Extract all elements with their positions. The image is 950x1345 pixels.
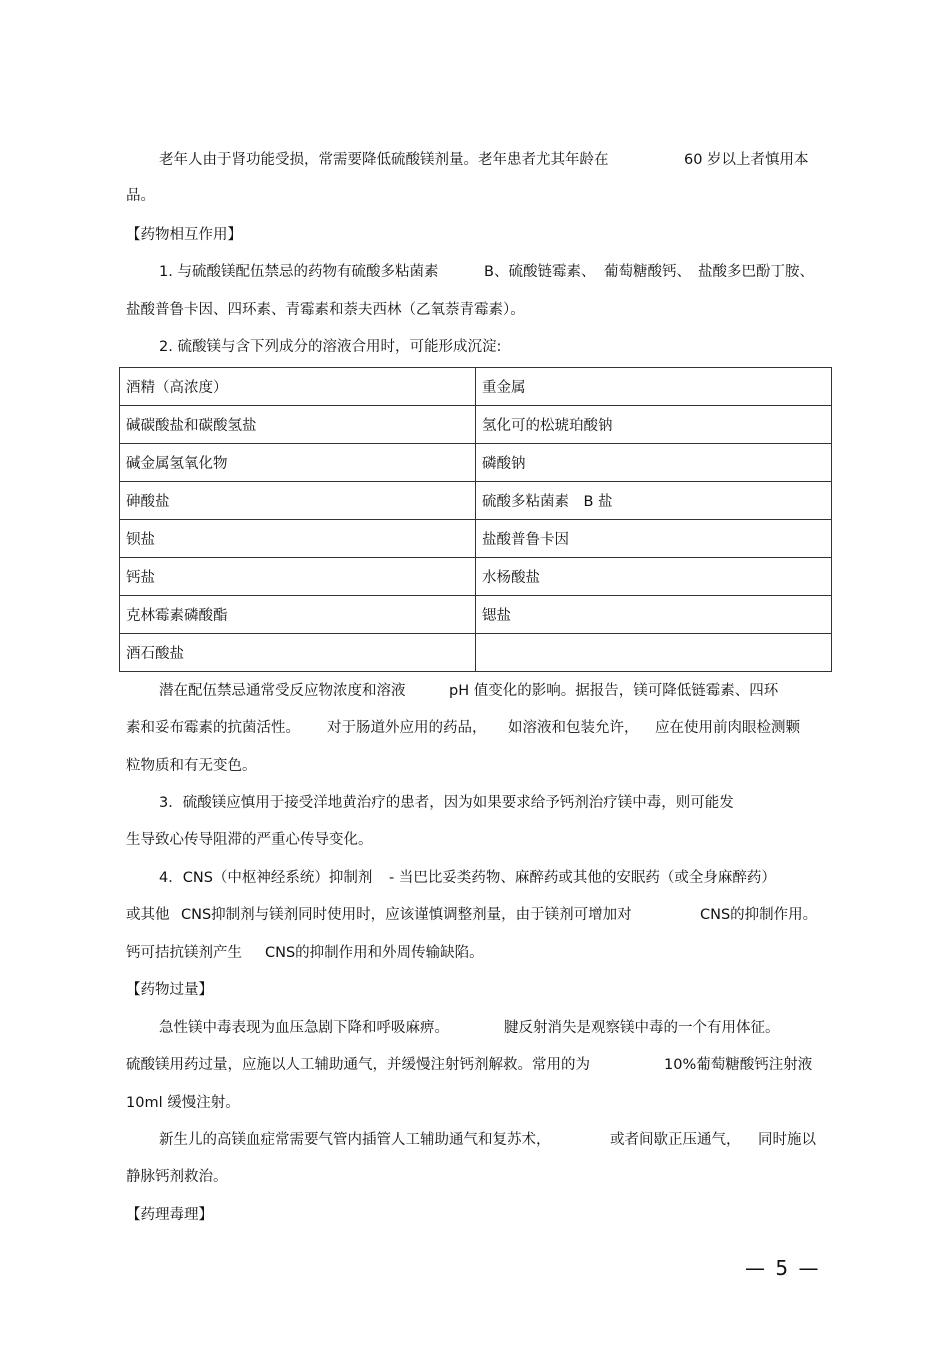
table-row	[120, 482, 832, 520]
table-cell: 盐酸普鲁卡因	[476, 520, 832, 558]
table-cell: 锶盐	[476, 596, 832, 634]
item2-intro: 2. 硫酸镁与含下列成分的溶液合用时，可能形成沉淀:	[159, 339, 502, 355]
table-row	[120, 634, 832, 672]
table-cell: 重金属	[476, 368, 832, 406]
item4-text-3b: CNS的抑制作用和外周传输缺陷。	[265, 945, 484, 961]
newborn-text-1b: 或者间歇正压通气，	[610, 1132, 741, 1148]
overdose-text-3: 10ml 缓慢注射。	[126, 1095, 240, 1111]
elderly-text-2: 品。	[126, 188, 155, 204]
elderly-text-1b: 60 岁以上者慎用本	[684, 152, 809, 168]
table-cell: 钡盐	[120, 520, 476, 558]
item4-text-1b: - 当巴比妥类药物、麻醉药或其他的安眠药（或全身麻醉药）	[389, 870, 776, 886]
table-row	[120, 368, 832, 406]
item1-text-1a: 1. 与硫酸镁配伍禁忌的药物有硫酸多粘菌素	[159, 264, 439, 280]
table-cell: 碱碳酸盐和碳酸氢盐	[120, 406, 476, 444]
overdose-text-1b: 腱反射消失是观察镁中毒的一个有用体征。	[504, 1020, 780, 1036]
newborn-text-1c: 同时施以	[758, 1132, 816, 1148]
table-cell: 酒石酸盐	[120, 634, 476, 672]
page-number: — 5 —	[745, 1256, 821, 1280]
potential-text-3: 粒物质和有无变色。	[126, 758, 257, 774]
heading-overdose: 【药物过量】	[126, 982, 213, 998]
potential-text-2a: 素和妥布霉素的抗菌活性。	[126, 720, 300, 736]
potential-text-1b: pH 值变化的影响。据报告，镁可降低链霉素、四环	[449, 683, 779, 699]
heading-drug-interactions: 【药物相互作用】	[126, 227, 242, 243]
precipitation-table	[119, 367, 832, 672]
item1-text-2: 盐酸普鲁卡因、四环素、青霉素和萘夫西林（乙氧萘青霉素）。	[126, 302, 525, 318]
overdose-text-1a: 急性镁中毒表现为血压急剧下降和呼吸麻痹。	[159, 1020, 449, 1036]
item3-text-2: 生导致心传导阻滞的严重心传导变化。	[126, 832, 373, 848]
table-row	[120, 406, 832, 444]
table-cell: 氢化可的松琥珀酸钠	[476, 406, 832, 444]
overdose-text-2a: 硫酸镁用药过量，应施以人工辅助通气，并缓慢注射钙剂解救。常用的为	[126, 1057, 590, 1073]
table-row	[120, 444, 832, 482]
newborn-text-2: 静脉钙剂救治。	[126, 1169, 228, 1185]
overdose-text-2b: 10%葡萄糖酸钙注射液	[664, 1057, 813, 1073]
potential-text-2c: 如溶液和包装允许，	[508, 720, 639, 736]
newborn-text-1a: 新生儿的高镁血症常需要气管内插管人工辅助通气和复苏术，	[159, 1132, 551, 1148]
table-cell: 酒精（高浓度）	[120, 368, 476, 406]
table-cell	[476, 634, 832, 672]
table-row	[120, 558, 832, 596]
item1-text-1d: 盐酸多巴酚丁胺、	[698, 264, 814, 280]
item4-text-2a: 或其他	[126, 907, 170, 923]
item1-text-1b: B、硫酸链霉素、	[484, 264, 596, 280]
item4-text-2b: CNS抑制剂与镁剂同时使用时，应该谨慎调整剂量，由于镁剂可增加对	[181, 907, 632, 923]
item4-text-1a: 4．CNS（中枢神经系统）抑制剂	[159, 870, 373, 886]
table-cell: 水杨酸盐	[476, 558, 832, 596]
heading-pharmacology-toxicology: 【药理毒理】	[126, 1207, 213, 1223]
table-cell: 砷酸盐	[120, 482, 476, 520]
item3-text-1: 3．硫酸镁应慎用于接受洋地黄治疗的患者，因为如果要求给予钙剂治疗镁中毒，则可能发	[159, 795, 734, 811]
table-cell: 碱金属氢氧化物	[120, 444, 476, 482]
table-row	[120, 596, 832, 634]
item4-text-2c: CNS的抑制作用。	[700, 907, 818, 923]
table-cell: 钙盐	[120, 558, 476, 596]
table-row	[120, 520, 832, 558]
item4-text-3a: 钙可拮抗镁剂产生	[126, 945, 242, 961]
item1-text-1c: 葡萄糖酸钙、	[604, 264, 691, 280]
table-cell: 磷酸钠	[476, 444, 832, 482]
elderly-text-1a: 老年人由于肾功能受损，常需要降低硫酸镁剂量。老年患者尤其年龄在	[159, 152, 609, 168]
table-cell: 克林霉素磷酸酯	[120, 596, 476, 634]
potential-text-2b: 对于肠道外应用的药品，	[327, 720, 487, 736]
table-cell: 硫酸多粘菌素 B 盐	[476, 482, 832, 520]
potential-text-1a: 潜在配伍禁忌通常受反应物浓度和溶液	[159, 683, 406, 699]
potential-text-2d: 应在使用前肉眼检测颗	[655, 720, 800, 736]
